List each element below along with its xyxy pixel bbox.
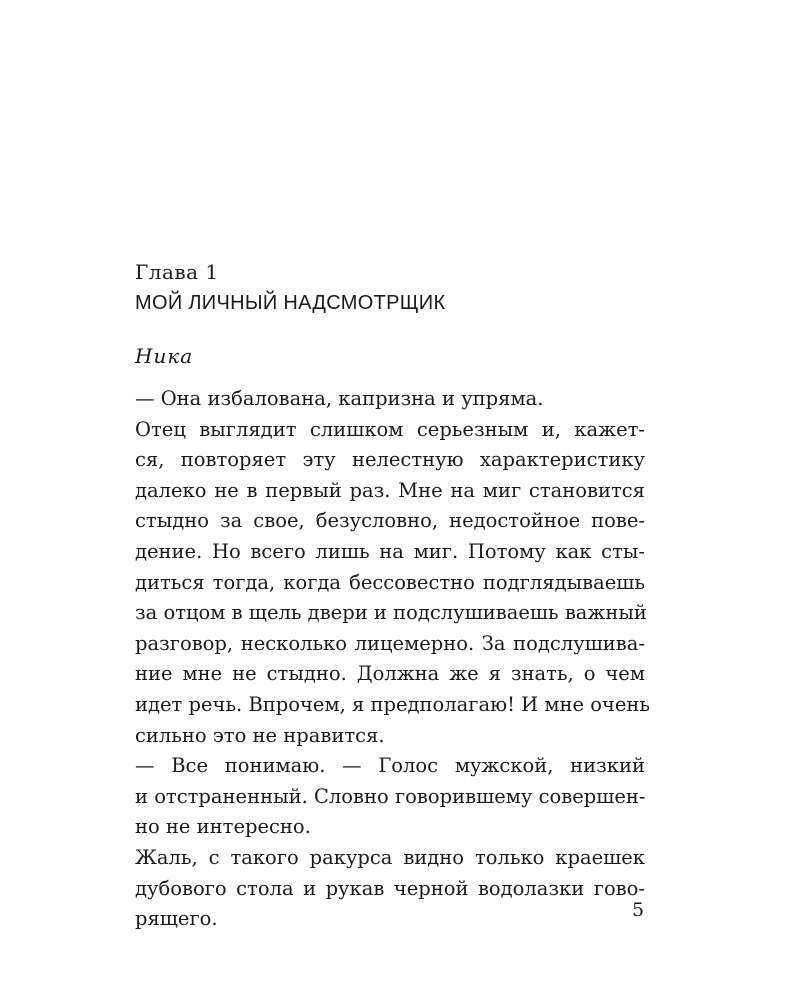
body-text [135,384,651,935]
text-line: разговор, несколько лицемерно. За подслушива- [135,631,645,655]
text-line: за отцом в щель двери и подслушиваешь важный [135,601,647,625]
text-line: — Все понимаю. — Голос мужской, низкий [135,754,645,778]
pov-character: Ника [135,344,194,368]
text-line: диться тогда, когда бессовестно подглядываешь [135,570,645,594]
page-number: 5 [632,899,645,921]
text-line: Отец выглядит слишком серьезным и, кажет- [135,417,645,441]
chapter-title: МОЙ ЛИЧНЫЙ НАДСМОТРЩИК [135,292,446,314]
text-line: и отстраненный. Словно говорившему совершен- [135,784,646,808]
text-line: но не интересно. [135,815,311,839]
text-line: ние мне не стыдно. Должна же я знать, о чем [135,662,645,686]
text-line: дение. Но всего лишь на миг. Потому как сты- [135,539,645,563]
text-line: — Она избалована, капризна и упряма. [135,387,544,410]
text-line: идет речь. Впрочем, я предполагаю! И мне очень [135,692,651,716]
chapter-label: Глава 1 [135,260,219,284]
text-line: стыдно за свое, безусловно, недостойное пове- [135,509,645,533]
text-line: далеко не в первый раз. Мне на миг становится [135,478,645,502]
text-line: Жаль, с такого ракурса видно только краешек [135,845,645,869]
text-line: ся, повторяет эту нелестную характеристику [135,448,645,472]
text-line: рящего. [135,907,218,931]
text-line: дубового стола и рукав черной водолазки гово- [135,876,645,900]
text-line: сильно это не нравится. [135,723,385,747]
